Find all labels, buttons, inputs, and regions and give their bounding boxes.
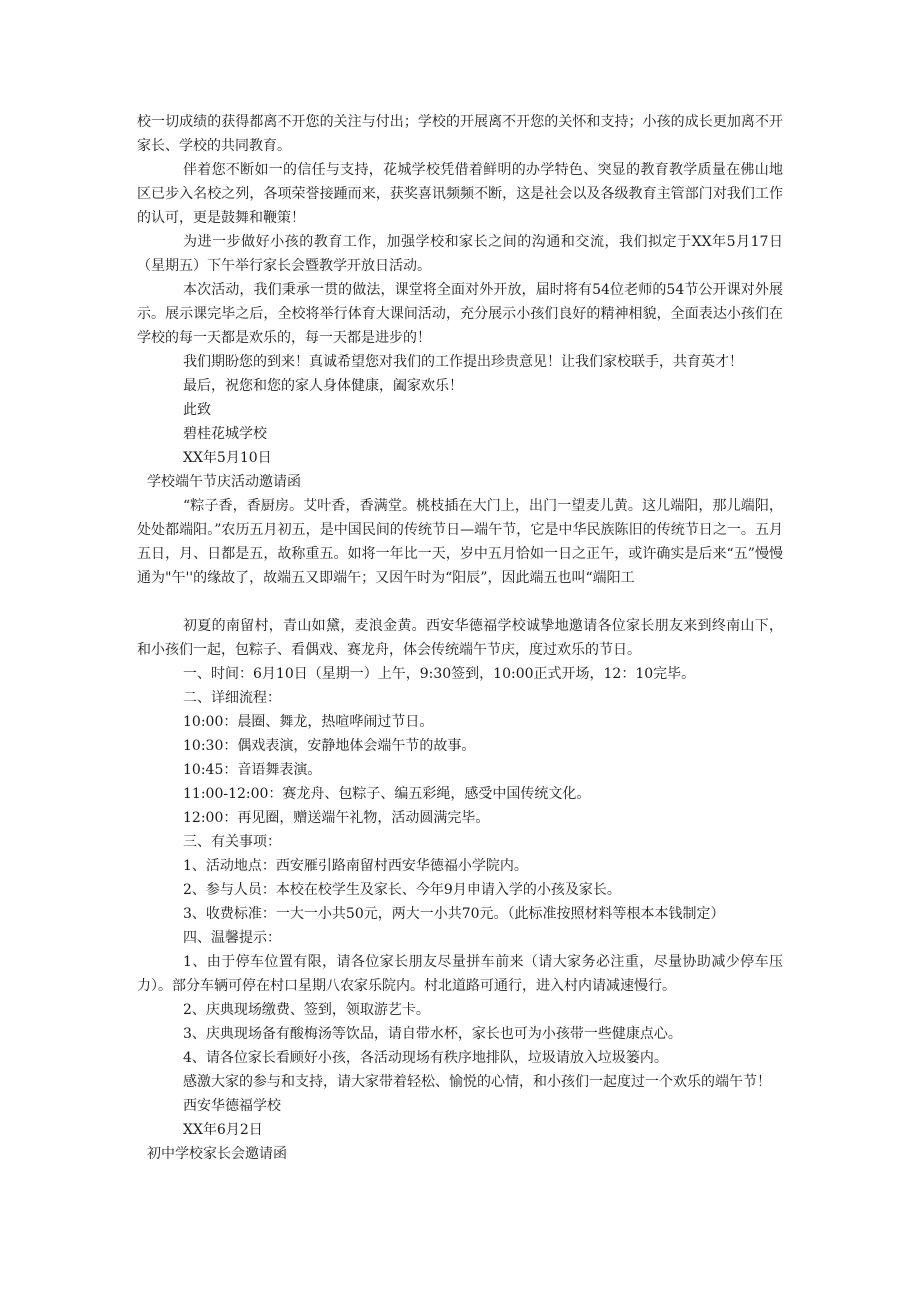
paragraph-dragon-boat-intro: “粽子香，香厨房。艾叶香，香满堂。桃枝插在大门上，出门一望麦儿黄。这儿端阳，那儿端阳，处处都端阳。”农历五月初五，是中国民间的传统节日—端午节，它是中华民族陈旧的传统节日之一。五月五日，月、日都是五，故称重五。如将一年比一天，岁中五月恰如一日之正午，或许确实是后来“五”慢慢通为"午''的缘故了，故端五又即端午；又因午时为“阳辰”，因此端五也叫“端阳工 xyxy=(137,498,783,586)
item-time: 一、时间：6月10日（星期一）上午，9:30签到，10:00正式开场，12：10完毕。 xyxy=(183,666,696,682)
section-title-parents-meeting-invitation: 初中学校家长会邀请函 xyxy=(147,1146,287,1162)
heading-tips: 四、温馨提示： xyxy=(183,930,281,946)
paragraph-school-achievements: 校一切成绩的获得都离不开您的关注与付出；学校的开展离不开您的关怀和支持；小孩的成长更加离不开家长、学校的共同教育。 xyxy=(137,114,783,154)
schedule-item: 10:45：音语舞表演。 xyxy=(183,762,322,778)
signature-date: XX年5月10日 xyxy=(183,450,272,466)
section-title-dragon-boat-invitation: 学校端午节庆活动邀请函 xyxy=(147,474,301,490)
paragraph-thanks: 感激大家的参与和支持，请大家带着轻松、愉悦的心情，和小孩们一起度过一个欢乐的端午节！ xyxy=(183,1074,771,1090)
matter-fees: 3、收费标准：一大一小共50元，两大一小共70元。（此标准按照材料等根本本钱制定） xyxy=(183,906,725,922)
paragraph-best-wishes: 最后，祝您和您的家人身体健康，阖家欢乐！ xyxy=(183,378,463,394)
schedule-item: 11:00-12:00：赛龙舟、包粽子、编五彩绳，感受中国传统文化。 xyxy=(183,786,591,802)
tip-parking: 1、由于停车位置有限，请各位家长朋友尽量拼车前来（请大家务必注重，尽量协助减少停车压力）。部分车辆可停在村口星期八农家乐院内。村北道路可通行，进入村内请减速慢行。 xyxy=(137,954,783,994)
tip-supervision: 4、请各位家长看顾好小孩，各活动现场有秩序地排队，垃圾请放入垃圾篓内。 xyxy=(183,1050,668,1066)
paragraph-invitation: 初夏的南留村，青山如黛，麦浪金黄。西安华德福学校诚挚地邀请各位家长朋友来到终南山下，和小孩们一起，包粽子、看偶戏、赛龙舟，体会传统端午节庆，度过欢乐的节日。 xyxy=(137,618,783,658)
paragraph-meeting-plan: 为进一步做好小孩的教育工作，加强学校和家长之间的沟通和交流，我们拟定于XX年5月17日（星期五）下午举行家长会暨教学开放日活动。 xyxy=(137,234,783,274)
matter-participants: 2、参与人员：本校在校学生及家长、今年9月申请入学的小孩及家长。 xyxy=(183,882,621,898)
schedule-item: 12:00：再见圈，赠送端午礼物，活动圆满完毕。 xyxy=(183,810,490,826)
heading-schedule: 二、详细流程： xyxy=(183,690,281,706)
schedule-item: 10:30：偶戏表演，安静地体会端午节的故事。 xyxy=(183,738,476,754)
tip-payment: 2、庆典现场缴费、签到，领取游艺卡。 xyxy=(183,1002,430,1018)
paragraph-looking-forward: 我们期盼您的到来！真诚希望您对我们的工作提出珍贵意见！让我们家校联手，共育英才！ xyxy=(183,354,743,370)
salutation: 此致 xyxy=(183,402,211,418)
paragraph-open-day-details: 本次活动，我们秉承一贯的做法，课堂将全面对外开放，届时将有54位老师的54节公开课对外展示。展示课完毕之后，全校将举行体育大课间活动，充分展示小孩们良好的精神相貌，全面表达小孩们在学校的每一天都是欢乐的，每一天都是进步的！ xyxy=(137,282,783,346)
schedule-item: 10:00：晨圈、舞龙，热喧哗闹过节日。 xyxy=(183,714,434,730)
signature-school: 碧桂花城学校 xyxy=(183,426,267,442)
signature-school: 西安华德福学校 xyxy=(183,1098,281,1114)
heading-related-matters: 三、有关事项： xyxy=(183,834,281,850)
matter-location: 1、活动地点：西安雁引路南留村西安华德福小学院内。 xyxy=(183,858,528,874)
paragraph-trust-support: 伴着您不断如一的信任与支持，花城学校凭借着鲜明的办学特色、突显的教育教学质量在佛山地区已步入名校之列，各项荣誉接踵而来，获奖喜讯频频不断，这是社会以及各级教育主管部门对我们工作的认可，更是鼓舞和鞭策！ xyxy=(137,162,783,226)
signature-date: XX年6月2日 xyxy=(183,1122,263,1138)
tip-drinks: 3、庆典现场备有酸梅汤等饮品，请自带水杯，家长也可为小孩带一些健康点心。 xyxy=(183,1026,682,1042)
